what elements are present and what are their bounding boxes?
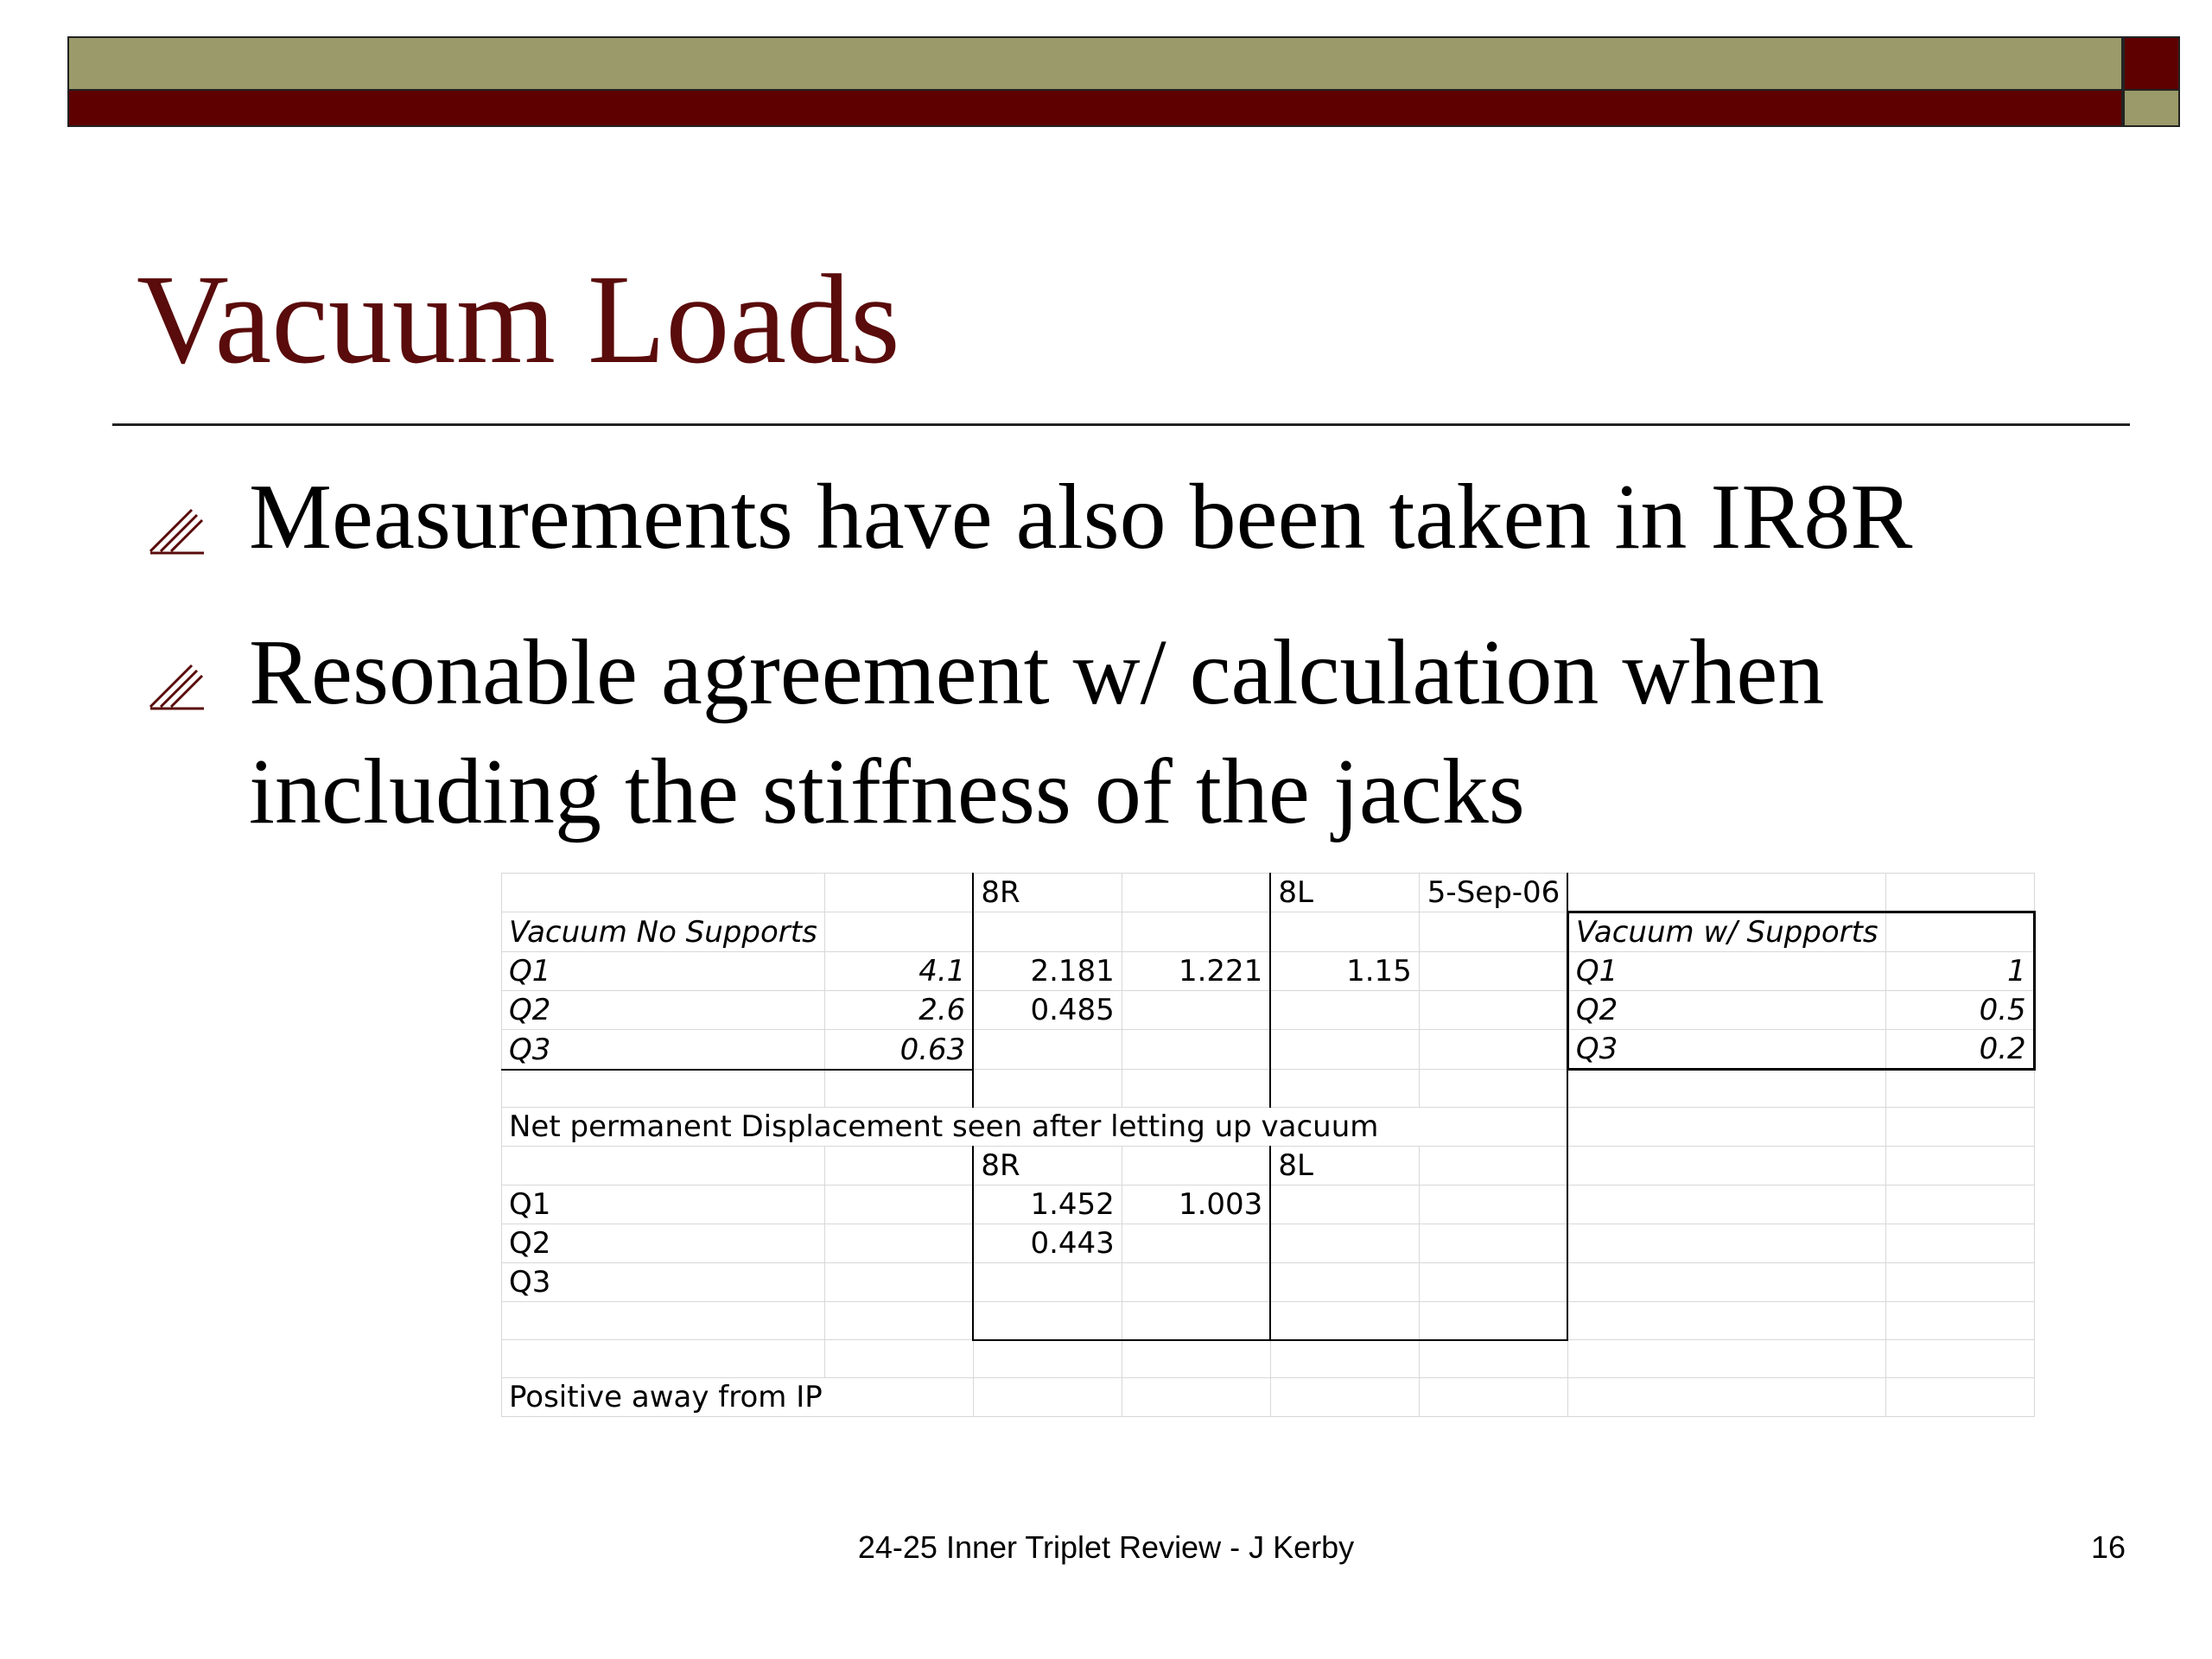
q-label: Q1 — [502, 1185, 825, 1224]
cell — [973, 1340, 1122, 1378]
cell — [1122, 912, 1270, 952]
table-row — [502, 1030, 2035, 1070]
cell — [1885, 1263, 2034, 1302]
cell — [1419, 1378, 1567, 1417]
sign-convention-note: Positive away from IP — [502, 1378, 974, 1417]
cell — [1885, 1340, 2034, 1378]
net-header-8r: 8R — [973, 1147, 1122, 1185]
cell — [1270, 1263, 1419, 1302]
table-row — [502, 1302, 2035, 1340]
cell — [1419, 1030, 1567, 1070]
cell — [1885, 1147, 2034, 1185]
value-cell: 2.6 — [824, 991, 973, 1030]
value-cell — [1122, 1224, 1270, 1263]
q-label: Q1 — [1567, 952, 1885, 991]
cell — [973, 912, 1122, 952]
cell — [824, 874, 973, 912]
value-cell: 0.63 — [824, 1030, 973, 1070]
spreadsheet-table — [501, 873, 2036, 1417]
cell — [1885, 1302, 2034, 1340]
cell — [1270, 1302, 1419, 1340]
cell — [1419, 1224, 1567, 1263]
cell — [1567, 1185, 1885, 1224]
cell — [1567, 1070, 1885, 1108]
cell — [1885, 912, 2034, 952]
cell — [1885, 1185, 2034, 1224]
value-cell: 1.003 — [1122, 1185, 1270, 1224]
q-label: Q2 — [502, 991, 825, 1030]
cell — [1567, 1302, 1885, 1340]
table-row — [502, 1108, 2035, 1147]
cell — [1885, 1224, 2034, 1263]
cell — [502, 1147, 825, 1185]
cell — [1270, 1340, 1419, 1378]
cell — [502, 1302, 825, 1340]
header-square-maroon — [2123, 36, 2180, 91]
cell — [1567, 1340, 1885, 1378]
value-cell: 0.5 — [1885, 991, 2034, 1030]
cell — [973, 1302, 1122, 1340]
table-row — [502, 1224, 2035, 1263]
cell — [1419, 912, 1567, 952]
value-cell — [1122, 1030, 1270, 1070]
cell — [1122, 1302, 1270, 1340]
diagonal-lines-icon — [147, 498, 207, 558]
slide-title: Vacuum Loads — [137, 249, 900, 391]
cell — [1122, 1070, 1270, 1108]
title-divider — [112, 423, 2130, 426]
value-cell: 4.1 — [824, 952, 973, 991]
cell — [1419, 1147, 1567, 1185]
q-label: Q2 — [1567, 991, 1885, 1030]
vacuum-w-supports-label: Vacuum w/ Supports — [1567, 912, 1885, 952]
value-cell — [973, 1030, 1122, 1070]
cell — [1122, 874, 1270, 912]
cell — [1885, 874, 2034, 912]
footer-text: 24-25 Inner Triplet Review - J Kerby — [857, 1529, 1355, 1565]
bullet-text: Resonable agreement w/ calculation when including the stiffness of the jacks — [249, 621, 1825, 843]
net-displacement-label: Net permanent Displacement seen after letting up vacuum — [502, 1108, 1568, 1147]
cell — [1567, 1224, 1885, 1263]
diagonal-lines-icon — [147, 653, 207, 714]
q-label: Q1 — [502, 952, 825, 991]
cell — [1122, 1340, 1270, 1378]
table-row — [502, 912, 2035, 952]
table-row — [502, 952, 2035, 991]
vacuum-no-supports-label: Vacuum No Supports — [502, 912, 825, 952]
table-row — [502, 874, 2035, 912]
header-bar-olive — [67, 36, 2123, 91]
cell — [1270, 1224, 1419, 1263]
value-cell: 0.2 — [1885, 1030, 2034, 1070]
cell — [502, 1070, 825, 1108]
value-cell — [1270, 1030, 1419, 1070]
table-row — [502, 991, 2035, 1030]
value-cell — [1122, 991, 1270, 1030]
cell — [824, 1147, 973, 1185]
header-8r: 8R — [973, 874, 1122, 912]
cell — [1270, 1185, 1419, 1224]
value-cell: 0.485 — [973, 991, 1122, 1030]
bullet-item — [147, 613, 2117, 852]
cell — [502, 1340, 825, 1378]
date-cell: 5-Sep-06 — [1419, 874, 1567, 912]
cell — [1885, 1378, 2034, 1417]
cell — [1885, 1108, 2034, 1147]
cell — [1567, 1378, 1885, 1417]
cell — [1419, 1070, 1567, 1108]
q-label: Q2 — [502, 1224, 825, 1263]
net-header-8l: 8L — [1270, 1147, 1419, 1185]
value-cell — [1122, 1263, 1270, 1302]
table-row — [502, 1378, 2035, 1417]
cell — [1567, 1108, 1885, 1147]
q-label: Q3 — [502, 1263, 825, 1302]
header-square-olive — [2123, 91, 2180, 127]
cell — [1270, 1378, 1419, 1417]
cell — [1419, 952, 1567, 991]
cell — [502, 874, 825, 912]
cell — [1122, 1147, 1270, 1185]
cell — [973, 1378, 1122, 1417]
table-row — [502, 1340, 2035, 1378]
value-cell: 0.443 — [973, 1224, 1122, 1263]
table-row — [502, 1070, 2035, 1108]
cell — [1419, 1302, 1567, 1340]
value-cell: 1 — [1885, 952, 2034, 991]
cell — [824, 912, 973, 952]
value-cell: 1.15 — [1270, 952, 1419, 991]
bullet-item — [147, 458, 2117, 577]
cell — [824, 1185, 973, 1224]
cell — [973, 1070, 1122, 1108]
cell — [1567, 874, 1885, 912]
cell — [1122, 1378, 1270, 1417]
cell — [1567, 1263, 1885, 1302]
value-cell — [973, 1263, 1122, 1302]
cell — [1270, 912, 1419, 952]
q-label: Q3 — [1567, 1030, 1885, 1070]
cell — [1419, 991, 1567, 1030]
q-label: Q3 — [502, 1030, 825, 1070]
value-cell: 2.181 — [973, 952, 1122, 991]
cell — [1419, 1340, 1567, 1378]
cell — [824, 1070, 973, 1108]
header-8l: 8L — [1270, 874, 1419, 912]
value-cell: 1.221 — [1122, 952, 1270, 991]
cell — [824, 1224, 973, 1263]
cell — [824, 1263, 973, 1302]
cell — [824, 1340, 973, 1378]
header-bar-maroon — [67, 91, 2123, 127]
page-number: 16 — [2090, 1529, 2126, 1565]
cell — [1885, 1070, 2034, 1108]
cell — [1419, 1185, 1567, 1224]
table-row — [502, 1185, 2035, 1224]
cell — [1419, 1263, 1567, 1302]
table-row — [502, 1263, 2035, 1302]
table-row — [502, 1147, 2035, 1185]
value-cell — [1270, 991, 1419, 1030]
bullet-list — [147, 458, 2117, 888]
bullet-text: Measurements have also been taken in IR8R — [249, 466, 1913, 569]
cell — [1567, 1147, 1885, 1185]
cell — [824, 1302, 973, 1340]
value-cell: 1.452 — [973, 1185, 1122, 1224]
cell — [1270, 1070, 1419, 1108]
